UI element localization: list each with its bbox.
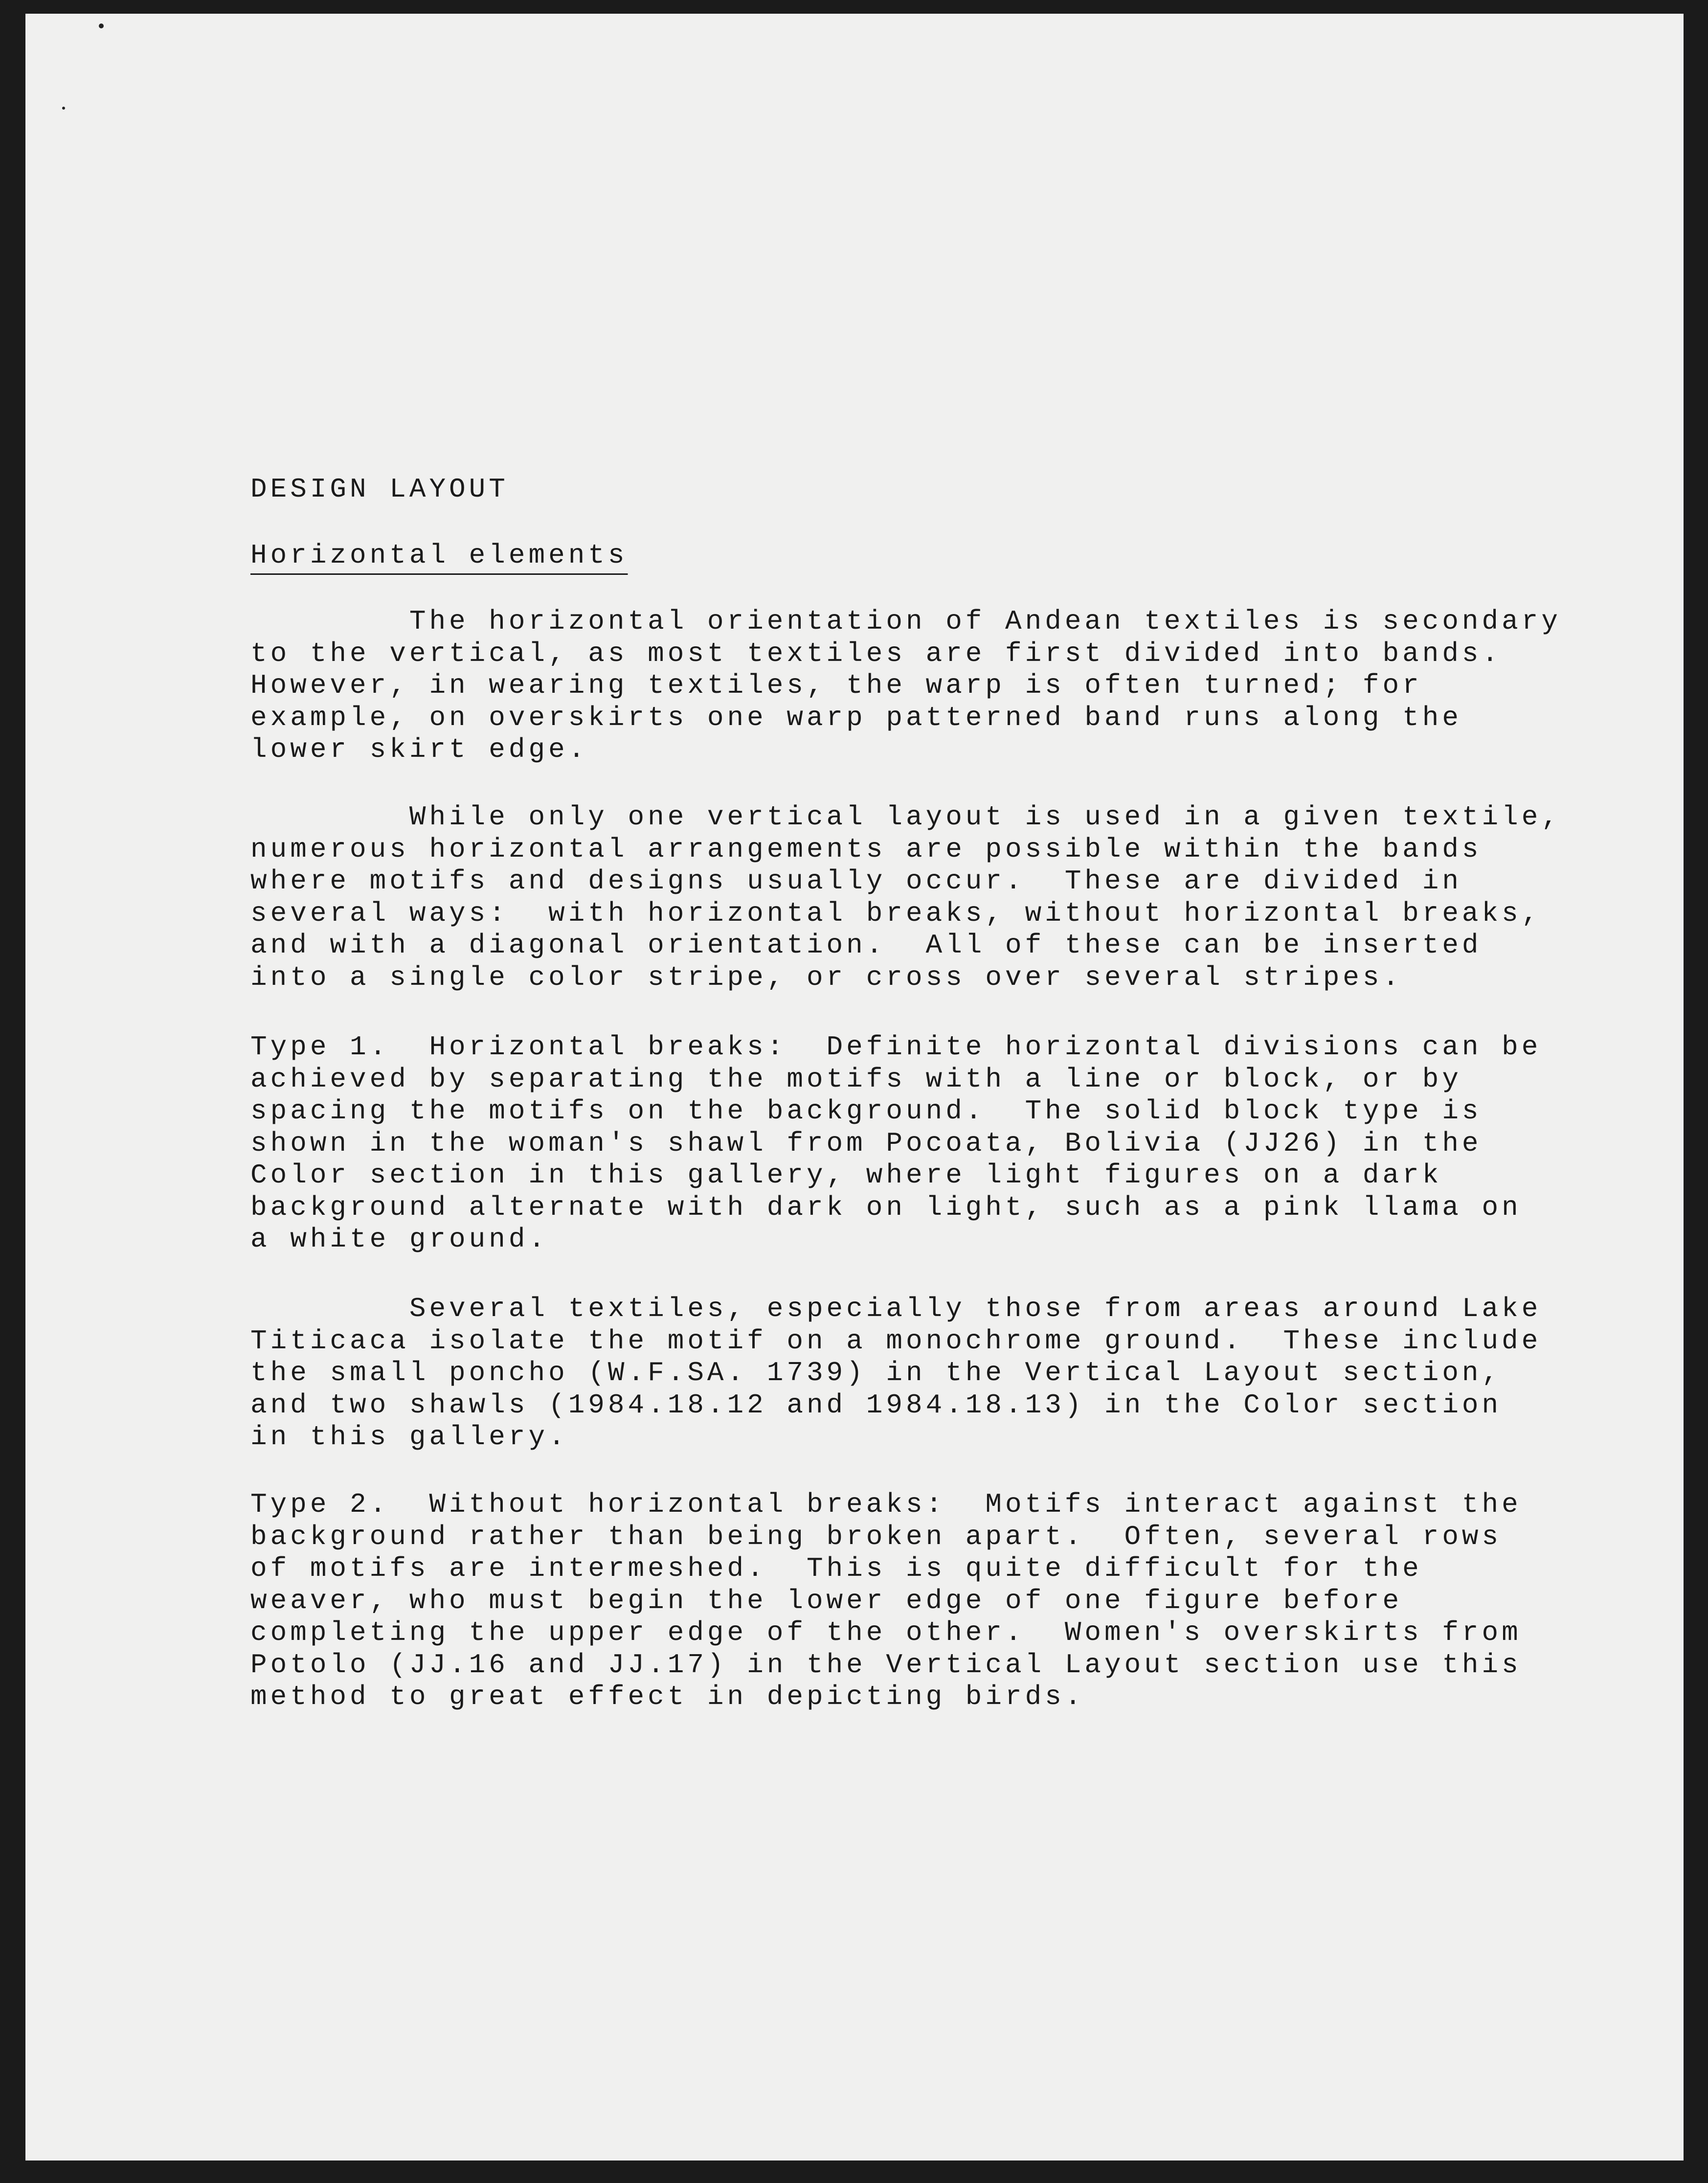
paragraph: Type 1. Horizontal breaks: Definite horizontal divisions can be achieved by separating the motifs with a line or block, or by spacing the motifs on the background. The solid block type is shown in the woman's shawl from Pocoata, Bolivia (JJ26) in the Color section in this gallery, where light figures on a dark background alternate with dark on light, such as a pink llama on a white ground. — [250, 1031, 1542, 1255]
page-title: DESIGN LAYOUT — [250, 474, 509, 505]
section-heading — [250, 540, 628, 571]
paragraph: Type 2. Without horizontal breaks: Motifs interact against the background rather than being broken apart. Often, several rows of motifs are intermeshed. This is quite difficult for the weaver, who must begin the lower edge of one figure before completing the upper edge of the other. Women's overskirts from Potolo (JJ.16 and JJ.17) in the Vertical Layout section use this method to great effect in depicting birds. — [250, 1489, 1522, 1712]
paragraph: Several textiles, especially those from areas around Lake Titicaca isolate the motif on a monochrome ground. These include the small poncho (W.F.SA. 1739) in the Vertical Layout section, and two shawls (1984.18.12 and 1984.18.13) in the Color section in this gallery. — [250, 1293, 1542, 1453]
paragraph: The horizontal orientation of Andean textiles is secondary to the vertical, as most textiles are first divided into bands. However, in wearing textiles, the warp is often turned; for example, on overskirts one warp patterned band runs along the lower skirt edge. — [250, 606, 1561, 765]
section-heading-text: Horizontal elements — [250, 540, 628, 571]
scan-speck — [99, 23, 104, 28]
document-page — [25, 14, 1684, 2160]
paragraph: While only one vertical layout is used in a given textile, numerous horizontal arrangements are possible within the bands where motifs and designs usually occur. These are divided in several ways: with horizontal breaks, without horizontal breaks, and with a diagonal orientation. All of these can be inserted into a single color stripe, or cross over several stripes. — [250, 801, 1561, 993]
scan-speck — [62, 107, 65, 110]
